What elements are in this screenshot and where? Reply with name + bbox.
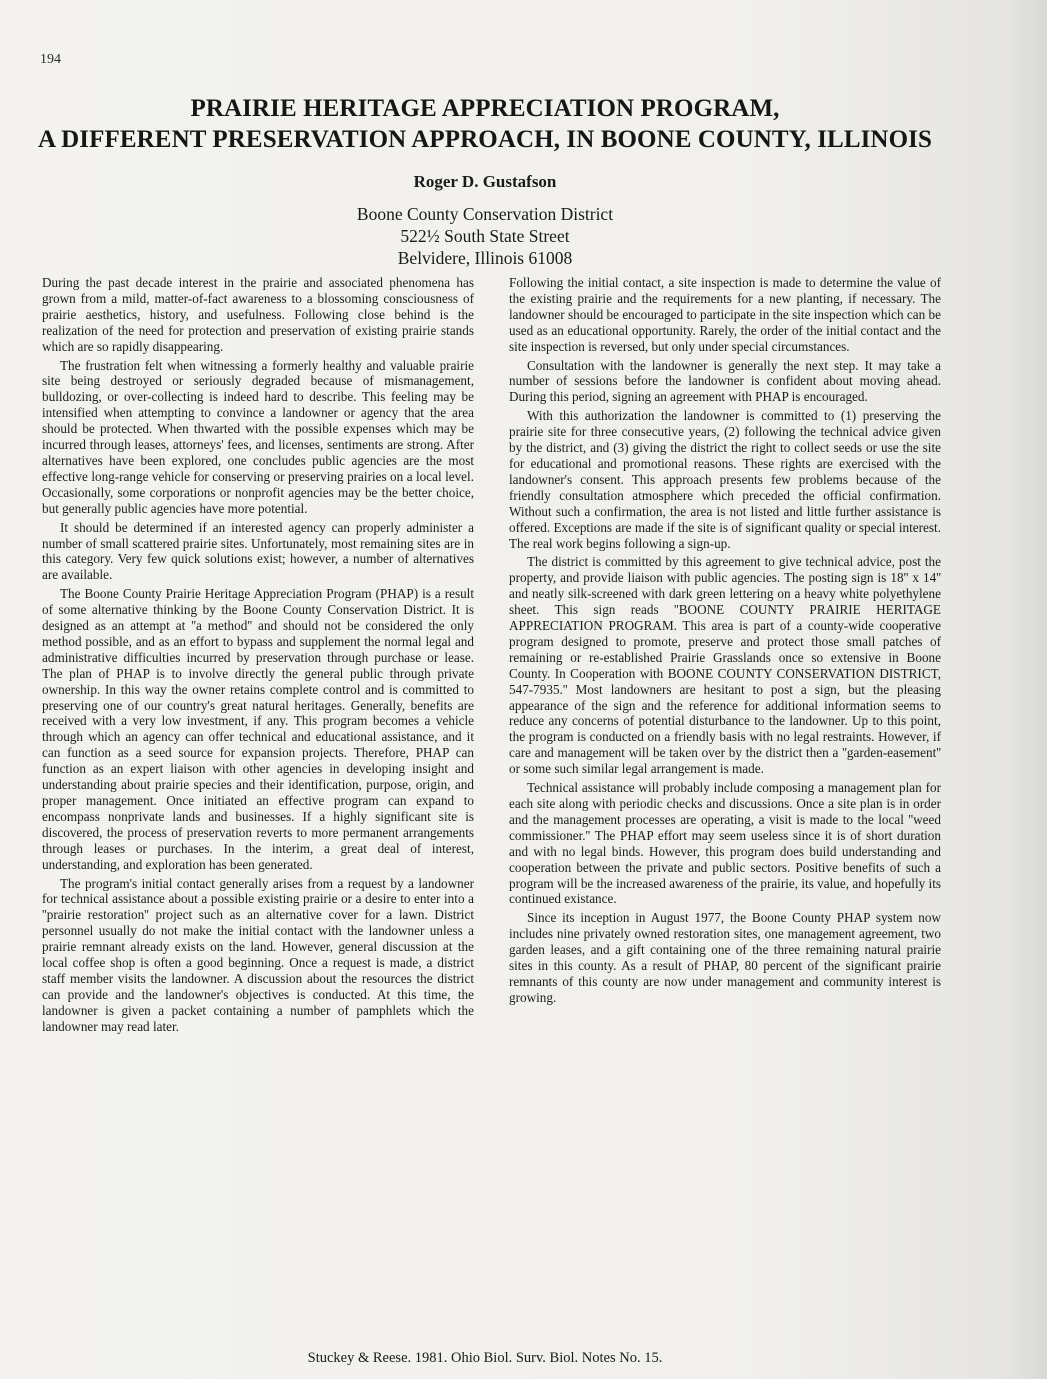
citation-footer: Stuckey & Reese. 1981. Ohio Biol. Surv. Biol. Notes No. 15. [307, 1350, 663, 1366]
body-paragraph: The frustration felt when witnessing a formerly healthy and valuable prairie site being destroyed or seriously degraded because of mismanagement, bulldozing, or over-collecting is indeed hard to describe. This feeling may be intensified when attempting to convince a landowner or agency that the area should be protected. When thwarted with the possible expenses which may be incurred through leases, attorneys' fees, and licenses, sentiments are strong. After alternatives have been explored, one concludes public agencies are the most effective long-range vehicle for conserving or preserving prairies on a local level. Occasionally, some corporations or nonprofit agencies may be the better choice, but generally public agencies have more potential. [42, 357, 474, 516]
body-paragraph: During the past decade interest in the prairie and associated phenomena has grown from a mild, matter-of-fact awareness to a blossoming consciousness of prairie aesthetics, history, and usefulness. Following close behind is the realization of the need for protection and preservation of existing prairie stands which are so rapidly disappearing. [42, 275, 474, 354]
body-paragraph: It should be determined if an interested agency can properly administer a number of small scattered prairie sites. Unfortunately, most remaining sites are in this category. Very few quick solutions exist; however, a number of alternatives are available. [42, 519, 474, 583]
body-paragraph: Since its inception in August 1977, the Boone County PHAP system now includes nine privately owned restoration sites, one management agreement, two garden leases, and a gift containing one of the three remaining natural prairie sites in this county. As a result of PHAP, 80 percent of the significant prairie remnants of this county are now under management and community interest is growing. [509, 910, 941, 1005]
author-affiliation [20, 203, 950, 269]
article-title [20, 93, 950, 155]
body-paragraph: The program's initial contact generally arises from a request by a landowner for technical assistance about a possible existing prairie or a desire to enter into a ''prairie restoration'' project such as an alternative cover for a lawn. District personnel usually do not make the initial contact with the landowner unless a prairie remnant already exists on the land. However, general discussion at the local coffee shop is often a good beginning. Once a request is made, a district staff member visits the landowner. A discussion about the resources the district can provide and the landowner's objectives is conducted. At this time, the landowner is given a packet containing a number of pamphlets which the landowner may read later. [42, 875, 474, 1034]
right-column [509, 275, 941, 1009]
affiliation-line: Boone County Conservation District [356, 204, 614, 224]
title-line: A DIFFERENT PRESERVATION APPROACH, IN BOONE COUNTY, ILLINOIS [38, 126, 932, 153]
body-paragraph: The district is committed by this agreement to give technical advice, post the property, and provide liaison with public agencies. The posting sign is 18'' x 14'' and neatly silk-screened with dark green lettering on a heavy white polyethylene sheet. This sign reads ''BOONE COUNTY PRAIRIE HERITAGE APPRECIATION PROGRAM. This area is part of a county-wide cooperative program designed to promote, preserve and protect those small patches of remaining or re-established Prairie Grasslands once so extensive in Boone County. In Cooperation with BOONE COUNTY CONSERVATION DISTRICT, 547-7935.'' Most landowners are hesitant to post a sign, but the pleasing appearance of the sign and the reference for additional information seems to reduce any concerns of potential disturbance to the landowner. Up to this point, the program is conducted on a friendly basis with no legal restraints. However, if care and management will be taken over by the district then a ''garden-easement'' or some such similar legal arrangement is made. [509, 554, 941, 777]
body-paragraph: Consultation with the landowner is generally the next step. It may take a number of sessions before the landowner is confident about moving ahead. During this period, signing an agreement with PHAP is encouraged. [509, 357, 941, 405]
body-paragraph: The Boone County Prairie Heritage Appreciation Program (PHAP) is a result of some alternative thinking by the Boone County Conservation District. It is designed as an attempt at ''a method'' and should not be considered the only method possible, and as an effort to bypass and supplement the normal legal and administrative difficulties incurred by preservation through purchase or lease. The plan of PHAP is to involve directly the general public through private ownership. In this way the owner retains complete control and is committed to preserving one of our country's great natural heritages. Generally, benefits are received with a very low investment, if any. This program becomes a vehicle through which an agency can offer technical and educational assistance, and it can function as a seed source for expansion projects. Therefore, PHAP can function as an expert liaison with other agencies in developing insight and understanding about prairie species and their identification, purpose, origin, and proper management. Once initiated an effective program can expand to encompass nonprivate lands and businesses. If a highly significant site is discovered, the process of preservation reverts to more permanent arrangements through leases or purchases. In the interim, a great deal of interest, understanding, and exploration has been generated. [42, 586, 474, 872]
affiliation-line: Belvidere, Illinois 61008 [397, 248, 573, 268]
left-column [42, 275, 474, 1038]
body-paragraph: Technical assistance will probably include composing a management plan for each site along with periodic checks and discussions. Once a site plan is in order and the management processes are operating, a visit is made to the local ''weed commissioner.'' The PHAP effort may seem useless since it is of short duration and with no legal binds. However, this program does build understanding and cooperation between the private and public sectors. Positive benefits of such a program will be the increased awareness of the prairie, its value, and hopefully its continued existance. [509, 780, 941, 907]
body-paragraph: With this authorization the landowner is committed to (1) preserving the prairie site for three consecutive years, (2) following the technical advice given by the district, and (3) giving the district the right to collect seeds or use the site for educational and promotional reasons. These rights are exercised with the landowner's consent. This approach presents few problems because of the friendly consultation atmosphere which preceded the official confirmation. Without such a confirmation, the area is not listed and little further assistance is offered. Exceptions are made if the site is of significant quality or special interest. The real work begins following a sign-up. [509, 408, 941, 551]
title-line: PRAIRIE HERITAGE APPRECIATION PROGRAM, [190, 95, 780, 122]
author-name: Roger D. Gustafson [413, 172, 557, 191]
page-number: 194 [40, 52, 61, 67]
affiliation-line: 522½ South State Street [400, 226, 570, 246]
body-paragraph: Following the initial contact, a site inspection is made to determine the value of the existing prairie and the requirements for a new planting, if necessary. The landowner should be encouraged to participate in the site inspection which can be used as an educational opportunity. Rarely, the order of the initial contact and the site inspection is reversed, but only under special circumstances. [509, 275, 941, 354]
